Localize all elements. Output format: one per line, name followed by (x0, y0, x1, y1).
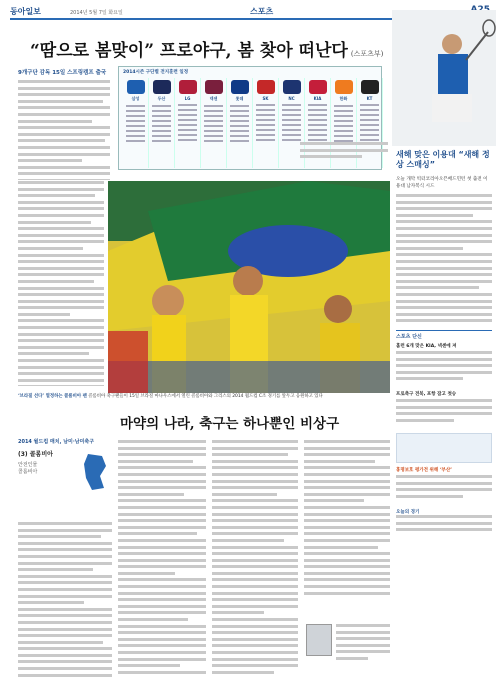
series-sub2: 콜롬비아 (18, 469, 38, 475)
secondary-headline: 마약의 나라, 축구는 하나뿐인 비상구 (120, 416, 340, 432)
section-name: 스포츠 (250, 7, 274, 16)
article-subtitle: 9개구단 감독 15일 스프링캠프 출국 (18, 70, 107, 76)
sidebar-headline: 새해 맞은 이용대 “새해 정상 스매싱” (396, 150, 490, 169)
brief-ad (396, 433, 492, 463)
brief-item-1-body (396, 351, 492, 387)
team-logo-icon (179, 80, 197, 94)
team-logo-icon (153, 80, 171, 94)
team-name: NC (288, 96, 295, 101)
team-logo-icon (257, 80, 275, 94)
team-column (123, 78, 149, 168)
briefs-footer: 오늘의 경기 (396, 510, 420, 515)
brief-item-1: 홈런 6개 맞은 KIA, 넥센에 져 (396, 344, 457, 349)
team-column (201, 78, 227, 168)
team-name: 넥센 (209, 96, 218, 101)
briefs-footer-body (396, 515, 492, 541)
series-box (18, 438, 108, 518)
article-body-col1 (18, 80, 110, 180)
team-logo-icon (335, 80, 353, 94)
team-name: 두산 (157, 96, 166, 101)
team-name: 삼성 (131, 96, 140, 101)
team-name: 롯데 (235, 96, 244, 101)
article-body-col3 (300, 142, 388, 178)
team-logo-icon (309, 80, 327, 94)
badminton-photo (392, 10, 496, 146)
sidebar-body (396, 194, 492, 326)
main-headline (30, 36, 383, 61)
issue-date: 2014년 5월 7일 화요일 (70, 10, 123, 16)
article2-body-col4b (336, 624, 390, 684)
team-logo-icon (361, 80, 379, 94)
sidebar-subtitle: 오늘 개막 빅터코리아오픈배드민턴 첫 출전 이용대 남자복식 시드 (396, 177, 488, 189)
brief-item-3: 홍명보호 평가전 위해 ‘부산’ (396, 468, 452, 473)
team-column (227, 78, 253, 168)
team-name: 한화 (339, 96, 348, 101)
brief-item-2-body (396, 399, 492, 429)
colombia-map-icon (82, 452, 108, 492)
team-logo-icon (205, 80, 223, 94)
team-logo-icon (283, 80, 301, 94)
series-box-title: 2014 월드컵 매치, 남미·남미축구 (18, 439, 95, 445)
article2-body-col3 (212, 440, 298, 684)
caption-label: ‘브라질 선다’ 열정하는 콜롬비아 팬 (18, 394, 87, 399)
briefs-section (396, 330, 492, 630)
caption-text: 콜롬비아 축구팬들이 15일 브라질 마나우스에서 열린 콜롬비아와 그리스의 2014 월드컵 C조 경기를 앞두고 응원하고 있다 (88, 394, 323, 399)
team-name: KT (366, 96, 373, 101)
reporter-photo (306, 624, 332, 656)
team-column (149, 78, 175, 168)
team-column (175, 78, 201, 168)
briefs-title: 스포츠 단신 (396, 334, 422, 340)
fans-photo (108, 181, 390, 393)
article2-body-col2 (118, 440, 206, 684)
newspaper-logo: 동아일보 (10, 6, 41, 16)
team-name: KIA (313, 96, 322, 101)
brief-item-2: 프로축구 전북, 포항 잡고 첫승 (396, 392, 457, 397)
series-sub1: 안전인물 (18, 462, 38, 468)
team-column (253, 78, 279, 168)
team-logo-icon (231, 80, 249, 94)
article2-body-col4 (304, 440, 390, 620)
brief-item-3-body (396, 475, 492, 505)
team-name: LG (184, 96, 191, 101)
team-name: SK (262, 96, 269, 101)
article-body-col1b (18, 181, 104, 386)
badminton-player-image (392, 10, 496, 146)
team-logo-icon (127, 80, 145, 94)
main-headline-text: “땀으로 봄맞이” 프로야구, 봄 찾아 떠난다 (30, 41, 348, 61)
colombia-fans-image (108, 181, 390, 393)
series-item: (3) 콜롬비아 (18, 451, 53, 458)
article2-body-col1 (18, 522, 112, 684)
headline-tag: (스포츠부) (350, 50, 384, 58)
table-title: 2014시즌 구단별 전지훈련 일정 (123, 70, 189, 75)
